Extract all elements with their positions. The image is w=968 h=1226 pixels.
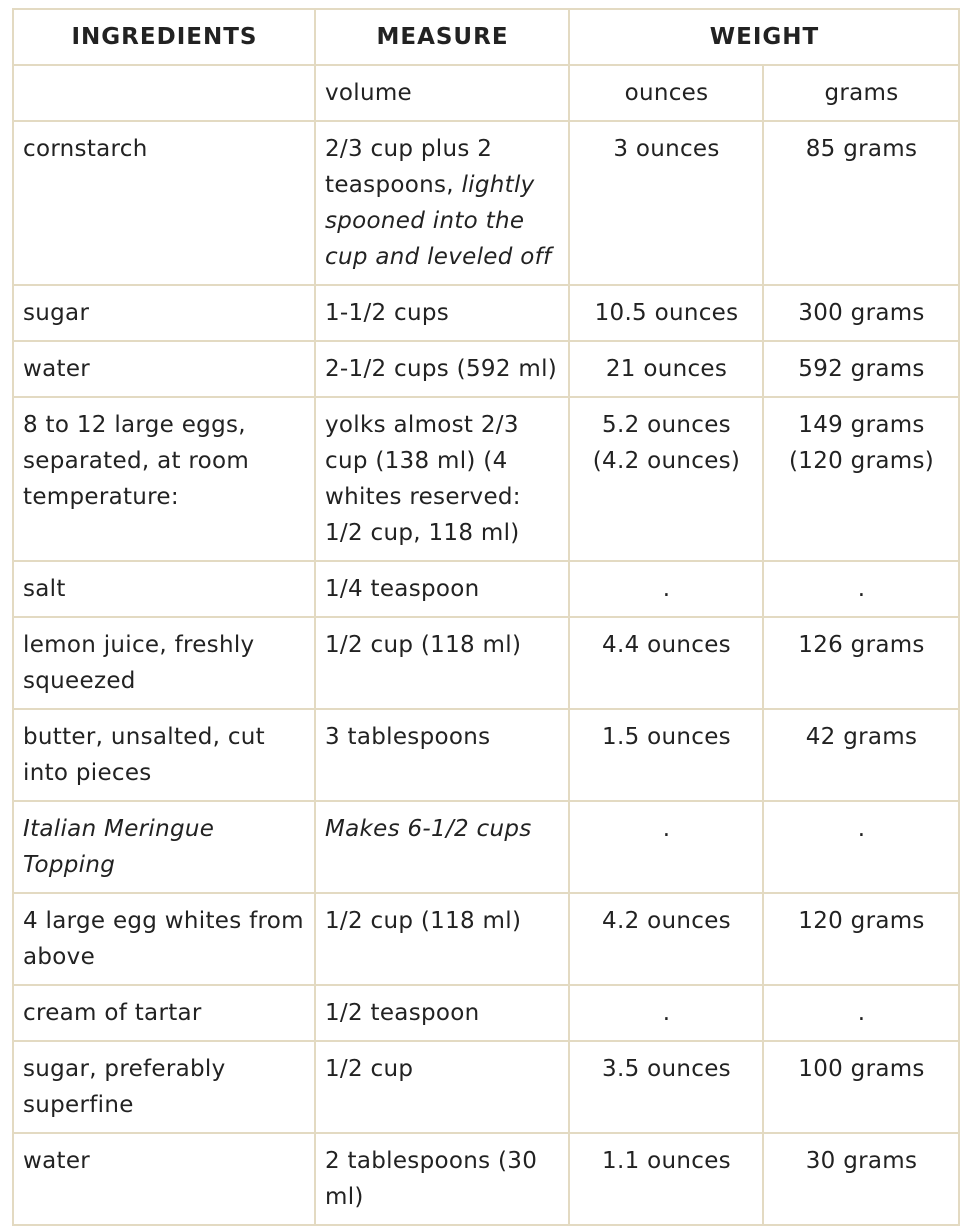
ingredient-cell: cornstarch <box>13 121 315 285</box>
table-row <box>13 801 959 893</box>
table-row <box>13 397 959 561</box>
ounces-cell: . <box>569 985 763 1041</box>
table-row <box>13 1041 959 1133</box>
ounces-cell: 4.4 ounces <box>569 617 763 709</box>
ounces-cell: 1.5 ounces <box>569 709 763 801</box>
measure-cell: 1/2 cup <box>315 1041 569 1133</box>
grams-cell: . <box>763 801 959 893</box>
ounces-cell: 4.2 ounces <box>569 893 763 985</box>
weight-header: WEIGHT <box>569 9 959 65</box>
ingredient-cell: 8 to 12 large eggs, separated, at room temperature: <box>13 397 315 561</box>
ingredient-cell: cream of tartar <box>13 985 315 1041</box>
table-row <box>13 285 959 341</box>
subheader-row <box>13 65 959 121</box>
measure-cell: 3 tablespoons <box>315 709 569 801</box>
ingredient-cell: water <box>13 341 315 397</box>
grams-cell: 126 grams <box>763 617 959 709</box>
ounces-cell: 5.2 ounces (4.2 ounces) <box>569 397 763 561</box>
measure-note: lightly spooned into the cup and leveled off <box>325 172 552 270</box>
grams-cell: 592 grams <box>763 341 959 397</box>
ingredient-cell: lemon juice, freshly squeezed <box>13 617 315 709</box>
ingredients-header: INGREDIENTS <box>13 9 315 65</box>
measure-cell: 2-1/2 cups (592 ml) <box>315 341 569 397</box>
measure-subheader: volume <box>315 65 569 121</box>
measure-header: MEASURE <box>315 9 569 65</box>
measure-cell: 2 tablespoons (30 ml) <box>315 1133 569 1225</box>
ounces-cell: 21 ounces <box>569 341 763 397</box>
ounces-cell: 3.5 ounces <box>569 1041 763 1133</box>
recipe-table <box>12 8 960 1226</box>
measure-cell <box>315 121 569 285</box>
ingredient-cell: butter, unsalted, cut into pieces <box>13 709 315 801</box>
table-row <box>13 617 959 709</box>
table-row <box>13 121 959 285</box>
grams-cell: 85 grams <box>763 121 959 285</box>
grams-cell: 149 grams (120 grams) <box>763 397 959 561</box>
measure-cell: yolks almost 2/3 cup (138 ml) (4 whites reserved: 1/2 cup, 118 ml) <box>315 397 569 561</box>
measure-cell: 1/2 teaspoon <box>315 985 569 1041</box>
ounces-cell: . <box>569 801 763 893</box>
ounces-cell: 10.5 ounces <box>569 285 763 341</box>
table-row <box>13 893 959 985</box>
ingredient-cell: sugar <box>13 285 315 341</box>
grams-subheader: grams <box>763 65 959 121</box>
ingredient-cell: salt <box>13 561 315 617</box>
ounces-cell: 1.1 ounces <box>569 1133 763 1225</box>
grams-cell: 120 grams <box>763 893 959 985</box>
grams-cell: . <box>763 985 959 1041</box>
ingredient-cell: water <box>13 1133 315 1225</box>
measure-cell: 1/4 teaspoon <box>315 561 569 617</box>
measure-cell: Makes 6-1/2 cups <box>315 801 569 893</box>
ounces-subheader: ounces <box>569 65 763 121</box>
ingredients-subheader <box>13 65 315 121</box>
ounces-cell: 3 ounces <box>569 121 763 285</box>
measure-cell: 1-1/2 cups <box>315 285 569 341</box>
table-row <box>13 561 959 617</box>
grams-cell: . <box>763 561 959 617</box>
grams-cell: 30 grams <box>763 1133 959 1225</box>
ingredient-cell: sugar, preferably superfine <box>13 1041 315 1133</box>
ounces-cell: . <box>569 561 763 617</box>
measure-cell: 1/2 cup (118 ml) <box>315 617 569 709</box>
table-row <box>13 1133 959 1225</box>
header-row <box>13 9 959 65</box>
grams-cell: 100 grams <box>763 1041 959 1133</box>
ingredient-cell: 4 large egg whites from above <box>13 893 315 985</box>
measure-cell: 1/2 cup (118 ml) <box>315 893 569 985</box>
grams-cell: 42 grams <box>763 709 959 801</box>
grams-cell: 300 grams <box>763 285 959 341</box>
measure-text: 2/3 cup plus 2 teaspoons, <box>325 136 493 198</box>
table-row <box>13 709 959 801</box>
table-row <box>13 341 959 397</box>
table-row <box>13 985 959 1041</box>
ingredient-cell: Italian Meringue Topping <box>13 801 315 893</box>
